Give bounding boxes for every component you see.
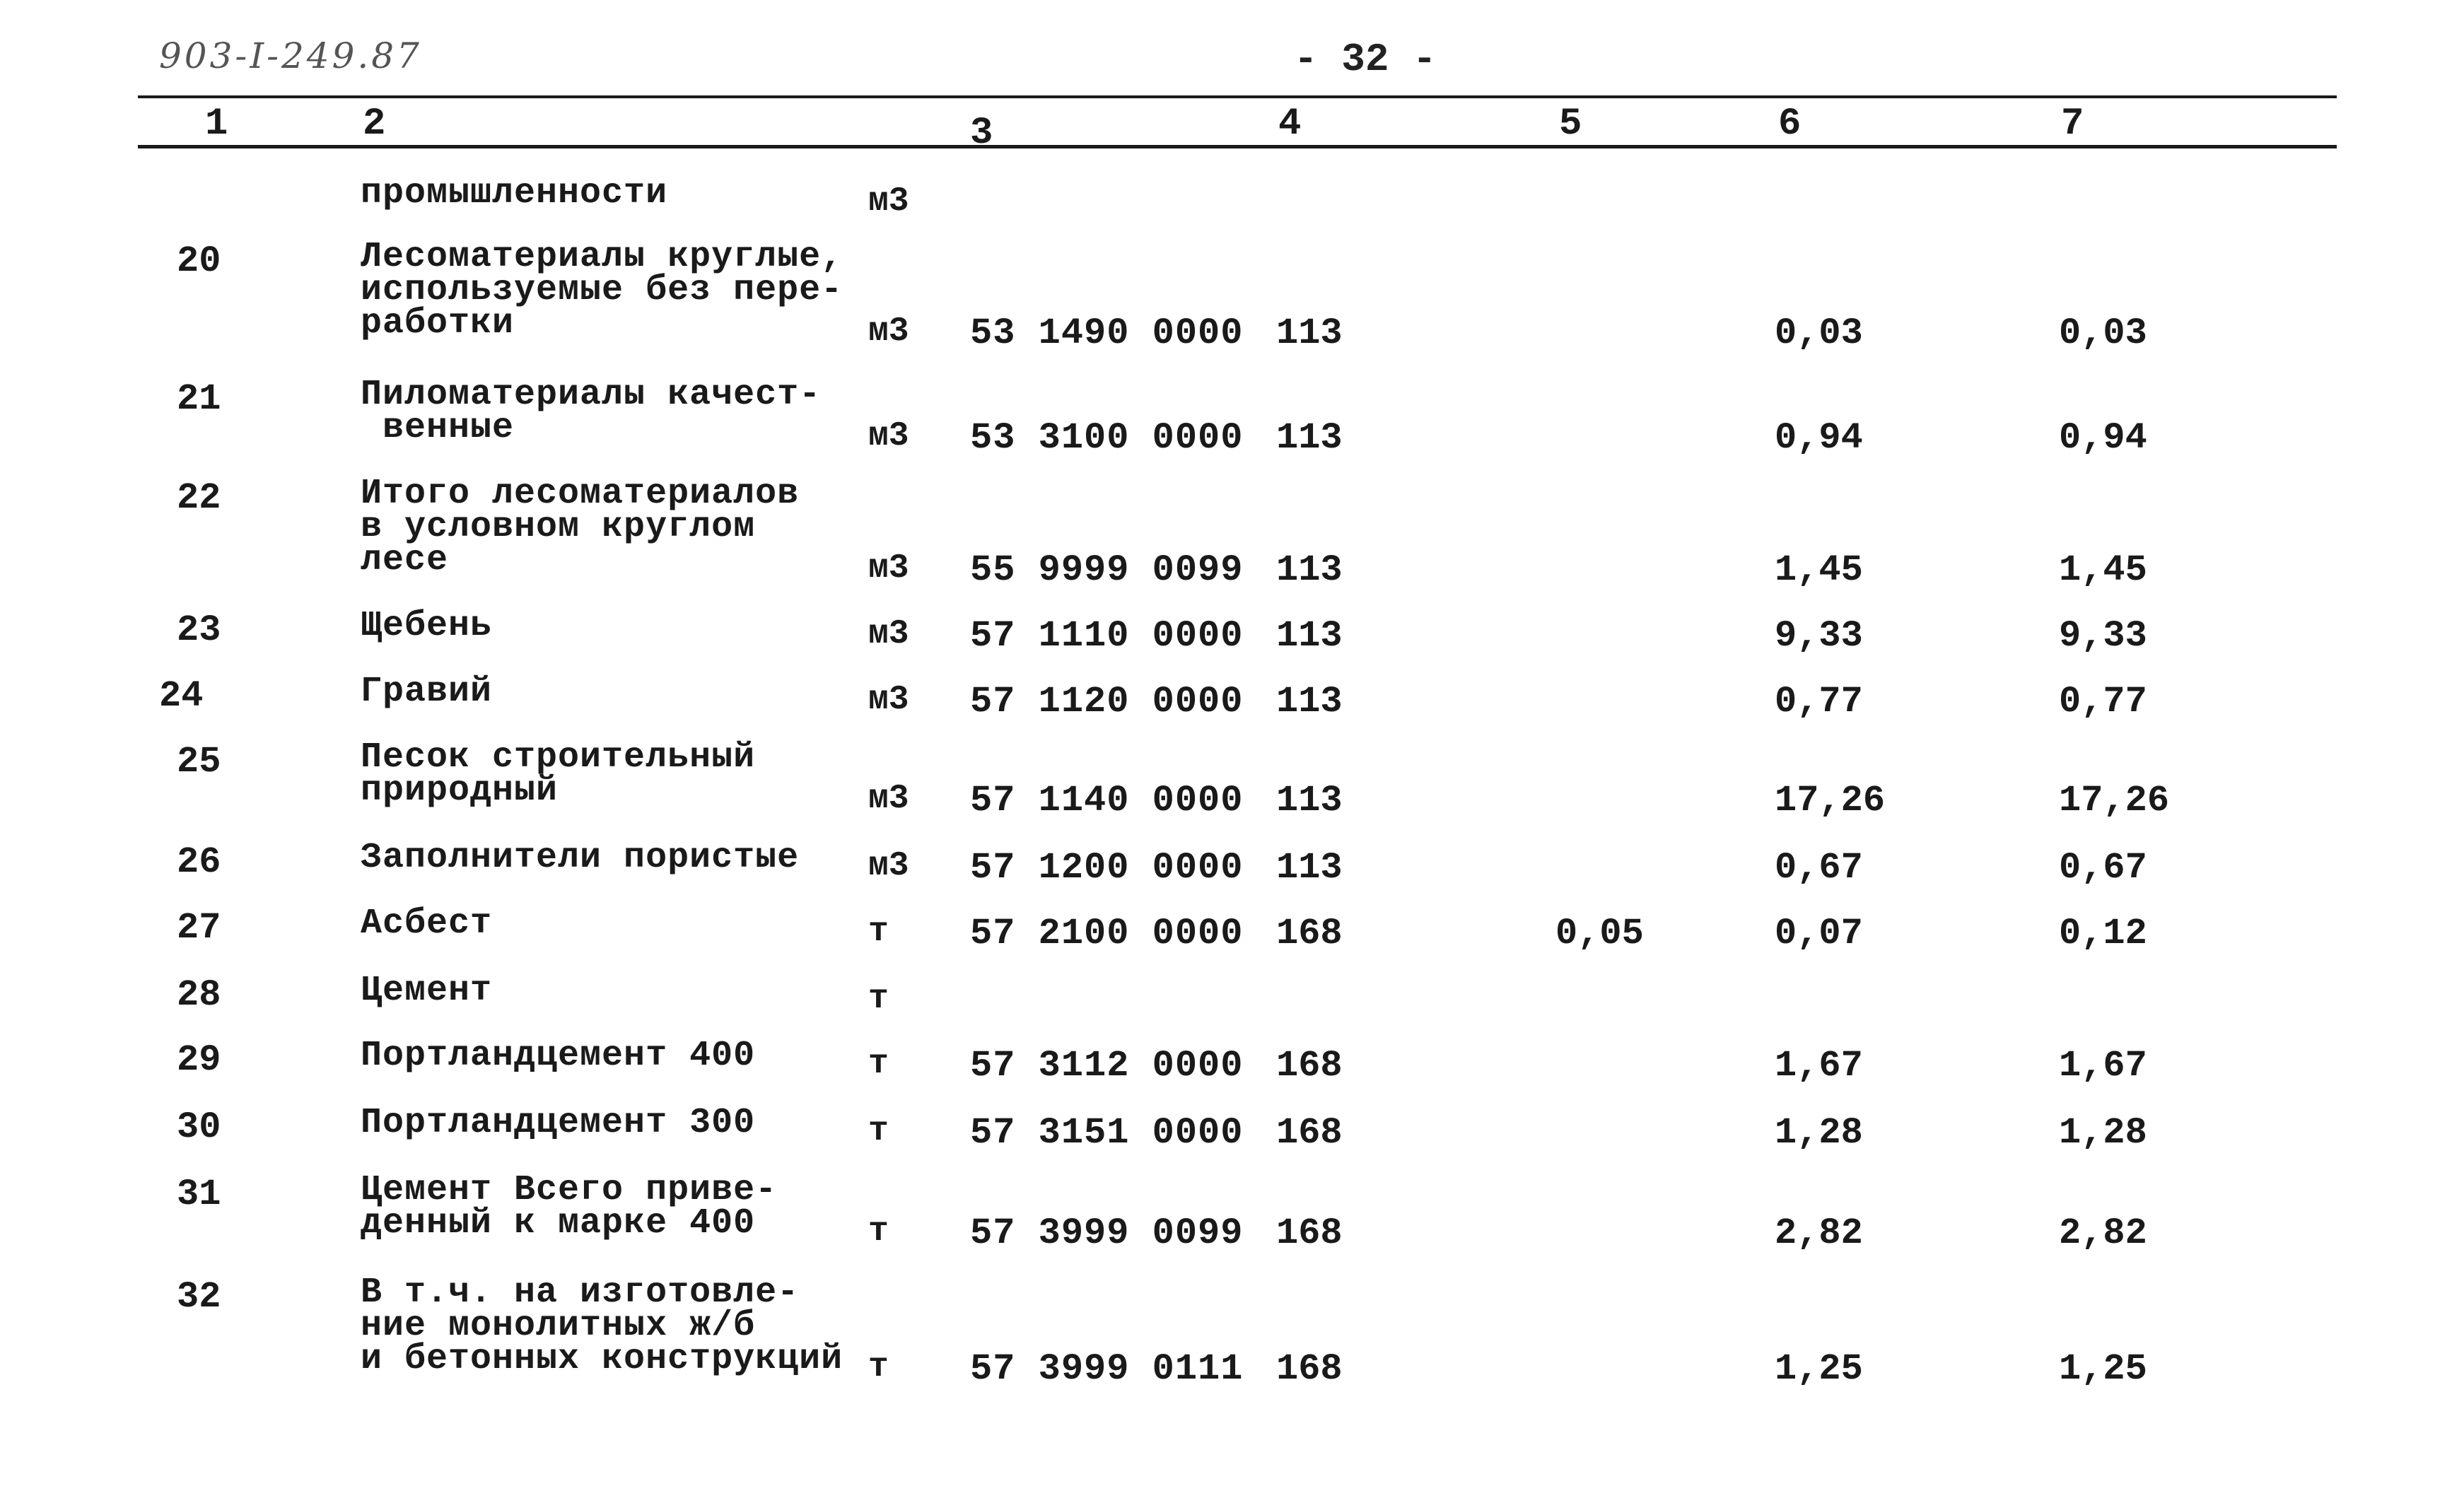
cell-unit: м3 — [868, 615, 909, 653]
cell-c7: 0,94 — [2059, 417, 2147, 459]
header-bottom-rule — [138, 145, 2337, 148]
cell-code: 57 3999 0111 — [970, 1348, 1244, 1390]
cell-code: 57 1120 0000 — [970, 681, 1244, 723]
cell-c6: 1,45 — [1775, 549, 1863, 591]
cell-num: 24 — [159, 675, 204, 717]
cell-unit: м3 — [868, 417, 909, 455]
cell-c4: 168 — [1276, 1212, 1343, 1254]
cell-c4: 168 — [1276, 1112, 1343, 1154]
cell-num: 22 — [177, 477, 221, 519]
cell-name: Портландцемент 400 — [361, 1036, 756, 1076]
cell-unit: м3 — [868, 780, 909, 818]
cell-name: Песок строительный природный — [361, 737, 756, 811]
cell-num: 26 — [177, 841, 221, 883]
cell-c7: 0,77 — [2059, 681, 2147, 723]
cell-name: Портландцемент 300 — [361, 1103, 756, 1143]
cell-code: 57 1140 0000 — [970, 780, 1244, 821]
cell-c6: 0,94 — [1775, 417, 1863, 459]
document-code: 903-I-249.87 — [159, 35, 422, 76]
cell-unit: т — [868, 913, 889, 951]
cell-name: Лесоматериалы круглые, используемые без пере- работки — [361, 237, 843, 344]
cell-num: 20 — [177, 240, 221, 282]
cell-name: Пиломатериалы качест- венные — [361, 375, 822, 448]
cell-unit: т — [868, 1348, 889, 1386]
cell-c7: 1,45 — [2059, 549, 2147, 591]
cell-name: Заполнители пористые — [361, 838, 800, 878]
cell-c4: 168 — [1276, 1045, 1343, 1087]
cell-unit: т — [868, 1045, 889, 1083]
cell-c6: 17,26 — [1775, 780, 1886, 821]
cell-c7: 9,33 — [2059, 615, 2147, 657]
cell-unit: м3 — [868, 681, 909, 719]
cell-unit: м3 — [868, 549, 909, 587]
cell-c6: 0,07 — [1775, 913, 1863, 954]
column-header-2: 2 — [363, 103, 386, 146]
cell-unit: т — [868, 1212, 889, 1251]
cell-num: 29 — [177, 1039, 221, 1081]
cell-c7: 1,67 — [2059, 1045, 2147, 1087]
cell-unit: т — [868, 980, 889, 1018]
cell-name: Цемент — [361, 971, 493, 1011]
cell-c4: 113 — [1276, 681, 1343, 723]
page-number: - 32 - — [1294, 37, 1437, 82]
cell-c7: 0,67 — [2059, 847, 2147, 889]
cell-name: Цемент Всего приве- денный к марке 400 — [361, 1170, 778, 1244]
cell-name: Щебень — [361, 606, 493, 646]
cell-code: 55 9999 0099 — [970, 549, 1244, 591]
cell-c6: 2,82 — [1775, 1212, 1863, 1254]
cell-c4: 113 — [1276, 780, 1343, 821]
cell-code: 57 3999 0099 — [970, 1212, 1244, 1254]
cell-num: 32 — [177, 1276, 221, 1318]
column-header-5: 5 — [1559, 103, 1582, 146]
cell-unit: м3 — [868, 847, 909, 885]
cell-c7: 0,03 — [2059, 312, 2147, 354]
cell-c6: 9,33 — [1775, 615, 1863, 657]
cell-c4: 113 — [1276, 847, 1343, 889]
cell-c4: 168 — [1276, 913, 1343, 954]
cell-c7: 2,82 — [2059, 1212, 2147, 1254]
cell-c7: 0,12 — [2059, 913, 2147, 954]
column-header-7: 7 — [2061, 103, 2084, 146]
cell-num: 27 — [177, 907, 221, 949]
cell-name: Итого лесоматериалов в условном круглом лесе — [361, 474, 800, 580]
cell-code: 53 3100 0000 — [970, 417, 1244, 459]
cell-c4: 113 — [1276, 312, 1343, 354]
cell-c7: 17,26 — [2059, 780, 2170, 821]
cell-code: 57 1110 0000 — [970, 615, 1244, 657]
column-header-3: 3 — [970, 112, 993, 155]
cell-unit: м3 — [868, 182, 909, 221]
cell-code: 57 2100 0000 — [970, 913, 1244, 954]
cell-c6: 0,03 — [1775, 312, 1863, 354]
cell-num: 23 — [177, 609, 221, 651]
cell-c4: 113 — [1276, 417, 1343, 459]
cell-unit: м3 — [868, 312, 909, 351]
cell-name: Гравий — [361, 672, 493, 712]
cell-c6: 0,77 — [1775, 681, 1863, 723]
header-top-rule — [138, 95, 2337, 98]
cell-num: 30 — [177, 1106, 221, 1148]
cell-num: 31 — [177, 1174, 221, 1215]
cell-c6: 1,67 — [1775, 1045, 1863, 1087]
cell-code: 53 1490 0000 — [970, 312, 1244, 354]
cell-c7: 1,28 — [2059, 1112, 2147, 1154]
cell-num: 21 — [177, 378, 221, 420]
cell-code: 57 3112 0000 — [970, 1045, 1244, 1087]
cell-num: 28 — [177, 974, 221, 1016]
cell-code: 57 3151 0000 — [970, 1112, 1244, 1154]
cell-c5: 0,05 — [1555, 913, 1644, 954]
cell-num: 25 — [177, 741, 221, 783]
cell-c4: 113 — [1276, 549, 1343, 591]
cell-name: В т.ч. на изготовле- ние монолитных ж/б и бетонных конструкций — [361, 1273, 843, 1379]
cell-c6: 0,67 — [1775, 847, 1863, 889]
column-header-1: 1 — [205, 103, 228, 146]
cell-name: Асбест — [361, 903, 493, 944]
cell-c4: 168 — [1276, 1348, 1343, 1390]
cell-name: промышленности — [361, 173, 668, 214]
cell-c4: 113 — [1276, 615, 1343, 657]
cell-c6: 1,25 — [1775, 1348, 1863, 1390]
cell-c6: 1,28 — [1775, 1112, 1863, 1154]
cell-unit: т — [868, 1112, 889, 1150]
column-header-6: 6 — [1778, 103, 1802, 146]
cell-code: 57 1200 0000 — [970, 847, 1244, 889]
column-header-4: 4 — [1278, 103, 1302, 146]
cell-c7: 1,25 — [2059, 1348, 2147, 1390]
